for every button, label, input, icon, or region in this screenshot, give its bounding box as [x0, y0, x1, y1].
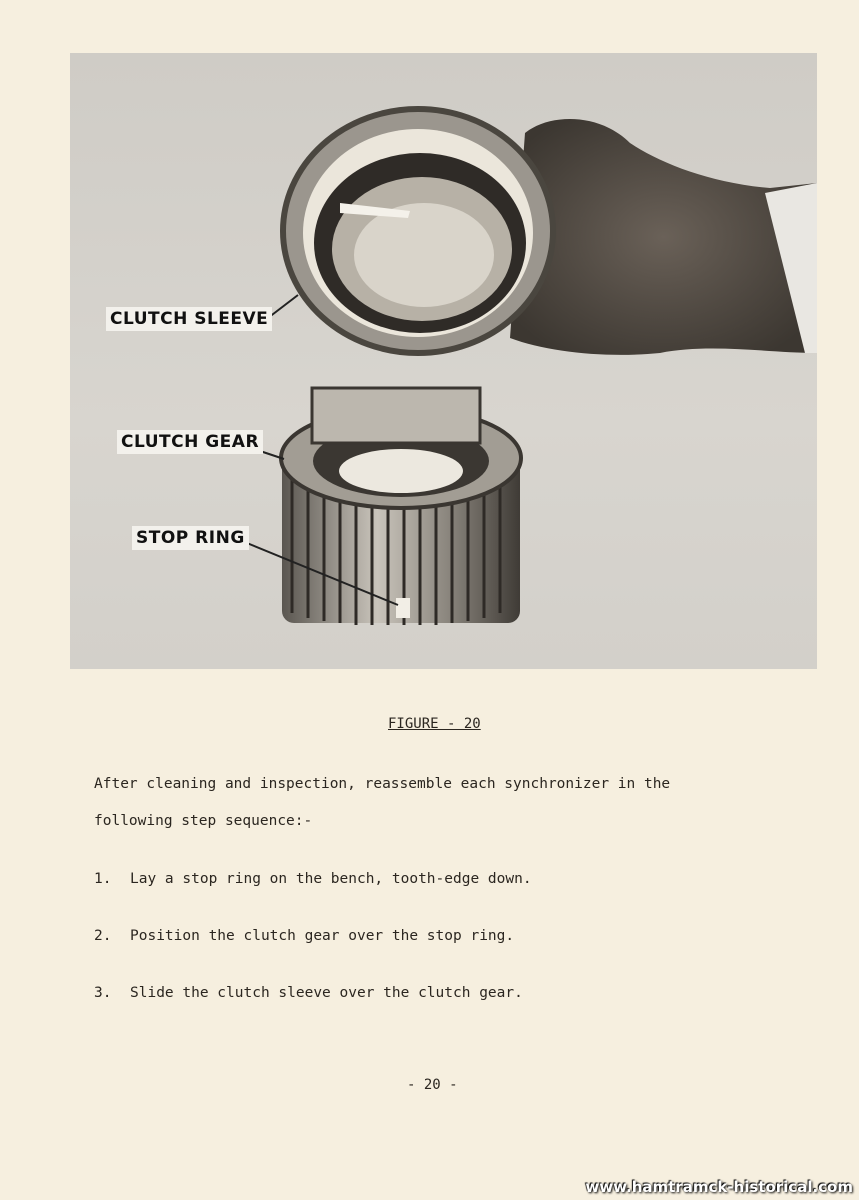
step-text: Lay a stop ring on the bench, tooth-edge down.: [130, 871, 532, 887]
step-text: Slide the clutch sleeve over the clutch gear.: [130, 985, 523, 1001]
synchronizer-photo-illustration: [70, 53, 817, 669]
stop-ring-rim: [312, 388, 480, 443]
step-number: 1.: [94, 871, 112, 887]
clutch-sleeve-label: CLUTCH SLEEVE: [106, 307, 272, 331]
stop-ring-label: STOP RING: [132, 526, 249, 550]
intro-line-1: After cleaning and inspection, reassemble each synchronizer in the: [94, 776, 671, 792]
step-item: [94, 985, 523, 1001]
intro-line-2: following step sequence:-: [94, 813, 313, 829]
step-number: 3.: [94, 985, 112, 1001]
step-item: [94, 871, 532, 887]
step-text: Position the clutch gear over the stop ring.: [130, 928, 515, 944]
figure-photo: [70, 53, 817, 669]
watermark: www.hamtramck-historical.com: [585, 1178, 853, 1196]
step-number: 2.: [94, 928, 112, 944]
step-item: [94, 928, 514, 944]
page-number: - 20 -: [407, 1077, 458, 1093]
clutch-gear-label: CLUTCH GEAR: [117, 430, 263, 454]
figure-caption: FIGURE - 20: [388, 716, 481, 732]
hand-shape: [510, 119, 817, 355]
